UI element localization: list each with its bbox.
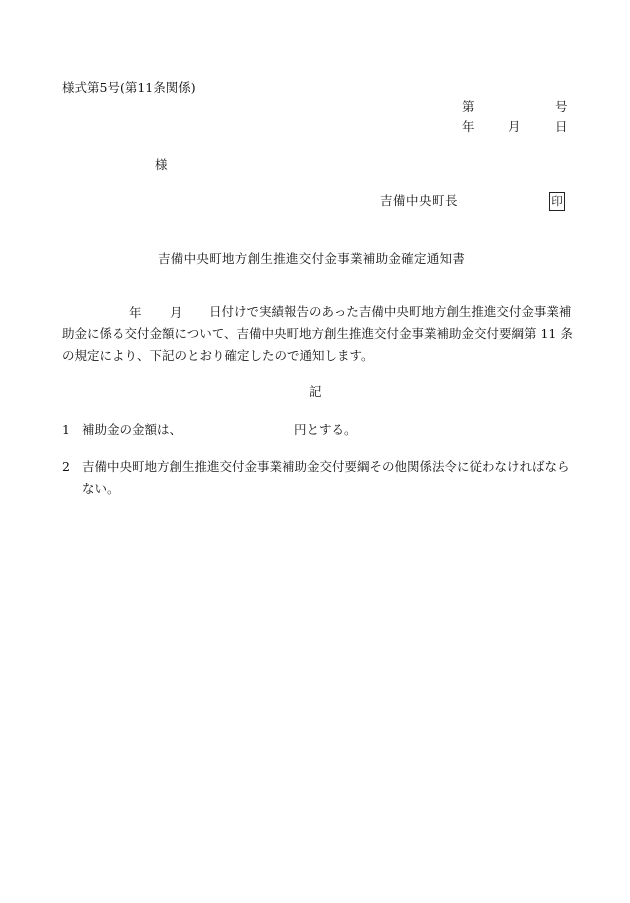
item-1-text-after: 円とする。: [294, 422, 357, 437]
body-paragraph: 日付けで実績報告のあった吉備中央町地方創生推進交付金事業補助金に係る交付金額について、吉備中央町地方創生推進交付金事業補助金交付要綱第 11 条の規定により、下記のとおり確定したので通知します。: [62, 304, 573, 363]
document-title: 吉備中央町地方創生推進交付金事業補助金確定通知書: [158, 251, 466, 266]
date-month: 月: [508, 119, 521, 134]
recipient-honorific: 様: [155, 157, 168, 172]
sender-name: 吉備中央町長: [380, 193, 459, 208]
item-2-text: 吉備中央町地方創生推進交付金事業補助金交付要綱その他関係法令に従わなければならない。: [82, 459, 570, 496]
doc-number-prefix: 第: [462, 99, 475, 114]
body-year: 年: [129, 305, 142, 320]
date-day: 日: [555, 119, 568, 134]
item-1-number: 1: [62, 422, 70, 437]
item-2-number: 2: [62, 459, 70, 474]
ki-heading: 記: [309, 384, 322, 399]
doc-number-suffix: 号: [555, 99, 568, 114]
form-label: 様式第5号(第11条関係): [62, 80, 196, 95]
seal-box: 印: [549, 192, 565, 211]
item-1-text-before: 補助金の金額は、: [82, 422, 183, 437]
body-month: 月: [170, 305, 183, 320]
date-year: 年: [462, 119, 475, 134]
